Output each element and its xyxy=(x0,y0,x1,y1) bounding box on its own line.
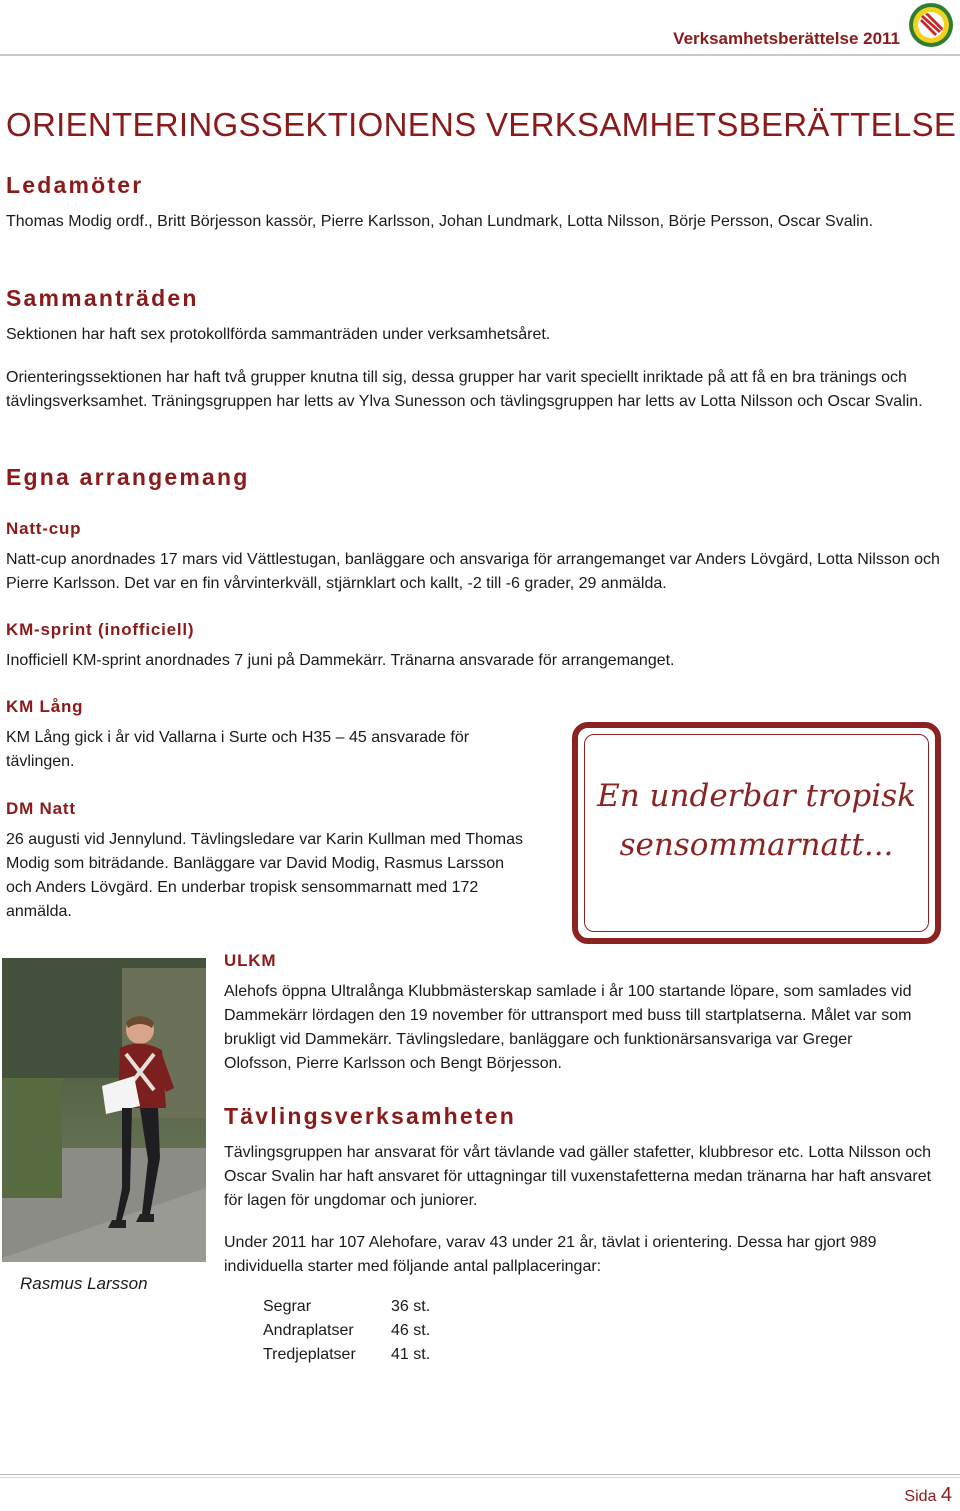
page-number xyxy=(904,1484,952,1507)
placement-row xyxy=(263,1343,430,1367)
subheading-natt-cup: Natt-cup xyxy=(6,519,82,538)
callout-box xyxy=(572,722,941,944)
ulkm-text: Alehofs öppna Ultralånga Klubbmästerskap samlade i år 100 startande löpare, som samlades vid Dammekärr lördagen den 19 november för uttransport med buss till startplatserna. Målet var som brukligt vid Dammekärr. Tävlingsledare, banläggare och funktionärsansvariga var Greger Olofsson, Pierre Karlsson och Bengt Börjesson. xyxy=(224,983,912,1072)
page-number-value: 4 xyxy=(940,1484,952,1506)
subheading-km-lang: KM Lång xyxy=(6,697,84,716)
placements-table xyxy=(263,1295,430,1367)
tavling-text-1: Tävlingsgruppen har ansvarat för vårt tävlande vad gäller stafetter, klubbresor etc. Lotta Nilsson och Oscar Svalin har haft ansvaret för uttagningar till vuxenstafetterna medan tränarna har haft ansvaret för lagen för ungdomar och juniorer. xyxy=(224,1144,932,1209)
subheading-km-sprint: KM-sprint (inofficiell) xyxy=(6,620,195,639)
callout-text: En underbar tropisk sensommarnatt... xyxy=(597,778,916,863)
natt-cup-text: Natt-cup anordnades 17 mars vid Vättlestugan, banläggare och ansvariga för arrangemanget var Anders Lövgärd, Lotta Nilsson och Pierre Karlsson. Det var en fin vårvinterkväll, stjärnklart och kallt, -2 till -6 grader, 29 anmälda. xyxy=(6,551,940,592)
subheading-dm-natt: DM Natt xyxy=(6,799,76,818)
photo-caption: Rasmus Larsson xyxy=(20,1274,148,1293)
page-title: ORIENTERINGSSEKTIONENS VERKSAMHETSBERÄTTELSE xyxy=(6,106,957,143)
placement-row xyxy=(263,1295,430,1319)
document-header-title: Verksamhetsberättelse 2011 xyxy=(673,29,900,48)
section-heading-sammantraden: Sammanträden xyxy=(6,285,199,311)
footer-rule-secondary xyxy=(0,1477,960,1478)
section-heading-tavlingsverksamheten: Tävlingsverksamheten xyxy=(224,1103,517,1129)
ledamoter-text: Thomas Modig ordf., Britt Börjesson kassör, Pierre Karlsson, Johan Lundmark, Lotta Nilsson, Börje Persson, Oscar Svalin. xyxy=(6,213,874,230)
subheading-ulkm: ULKM xyxy=(224,951,277,970)
runner-photo xyxy=(2,958,206,1262)
km-sprint-text: Inofficiell KM-sprint anordnades 7 juni på Dammekärr. Tränarna ansvarade för arrangemanget. xyxy=(6,652,675,669)
placement-label: Tredjeplatser xyxy=(263,1346,356,1363)
placement-value: 46 st. xyxy=(391,1322,431,1339)
placement-value: 41 st. xyxy=(391,1346,431,1363)
dm-natt-text: 26 augusti vid Jennylund. Tävlingsledare var Karin Kullman med Thomas Modig som biträdande. Banläggare var David Modig, Rasmus Larsson och Anders Lövgärd. En underbar tropisk sensommarnatt med 172 anmälda. xyxy=(6,831,524,920)
footer-rule xyxy=(0,1474,960,1475)
page-label: Sida xyxy=(904,1488,937,1505)
placement-value: 36 st. xyxy=(391,1298,431,1315)
sammantraden-text-1: Sektionen har haft sex protokollförda sammanträden under verksamhetsåret. xyxy=(6,326,551,343)
placement-label: Andraplatser xyxy=(263,1322,354,1339)
km-lang-text: KM Lång gick i år vid Vallarna i Surte och H35 – 45 ansvarade för tävlingen. xyxy=(6,729,470,770)
club-logo-icon xyxy=(908,2,954,48)
placement-label: Segrar xyxy=(263,1298,312,1315)
section-heading-ledamoter: Ledamöter xyxy=(6,172,144,198)
placement-row xyxy=(263,1319,430,1343)
header-rule xyxy=(0,54,960,56)
section-heading-egna-arrangemang: Egna arrangemang xyxy=(6,464,250,490)
sammantraden-text-2: Orienteringssektionen har haft två grupper knutna till sig, dessa grupper har varit speciellt inriktade på att få en bra tränings och tävlingsverksamhet. Träningsgruppen har letts av Ylva Sunesson och tävlingsgruppen har letts av Lotta Nilsson och Oscar Svalin. xyxy=(6,369,923,410)
tavling-text-2: Under 2011 har 107 Alehofare, varav 43 under 21 år, tävlat i orientering. Dessa har gjort 989 individuella starter med följande antal pallplaceringar: xyxy=(224,1234,877,1275)
